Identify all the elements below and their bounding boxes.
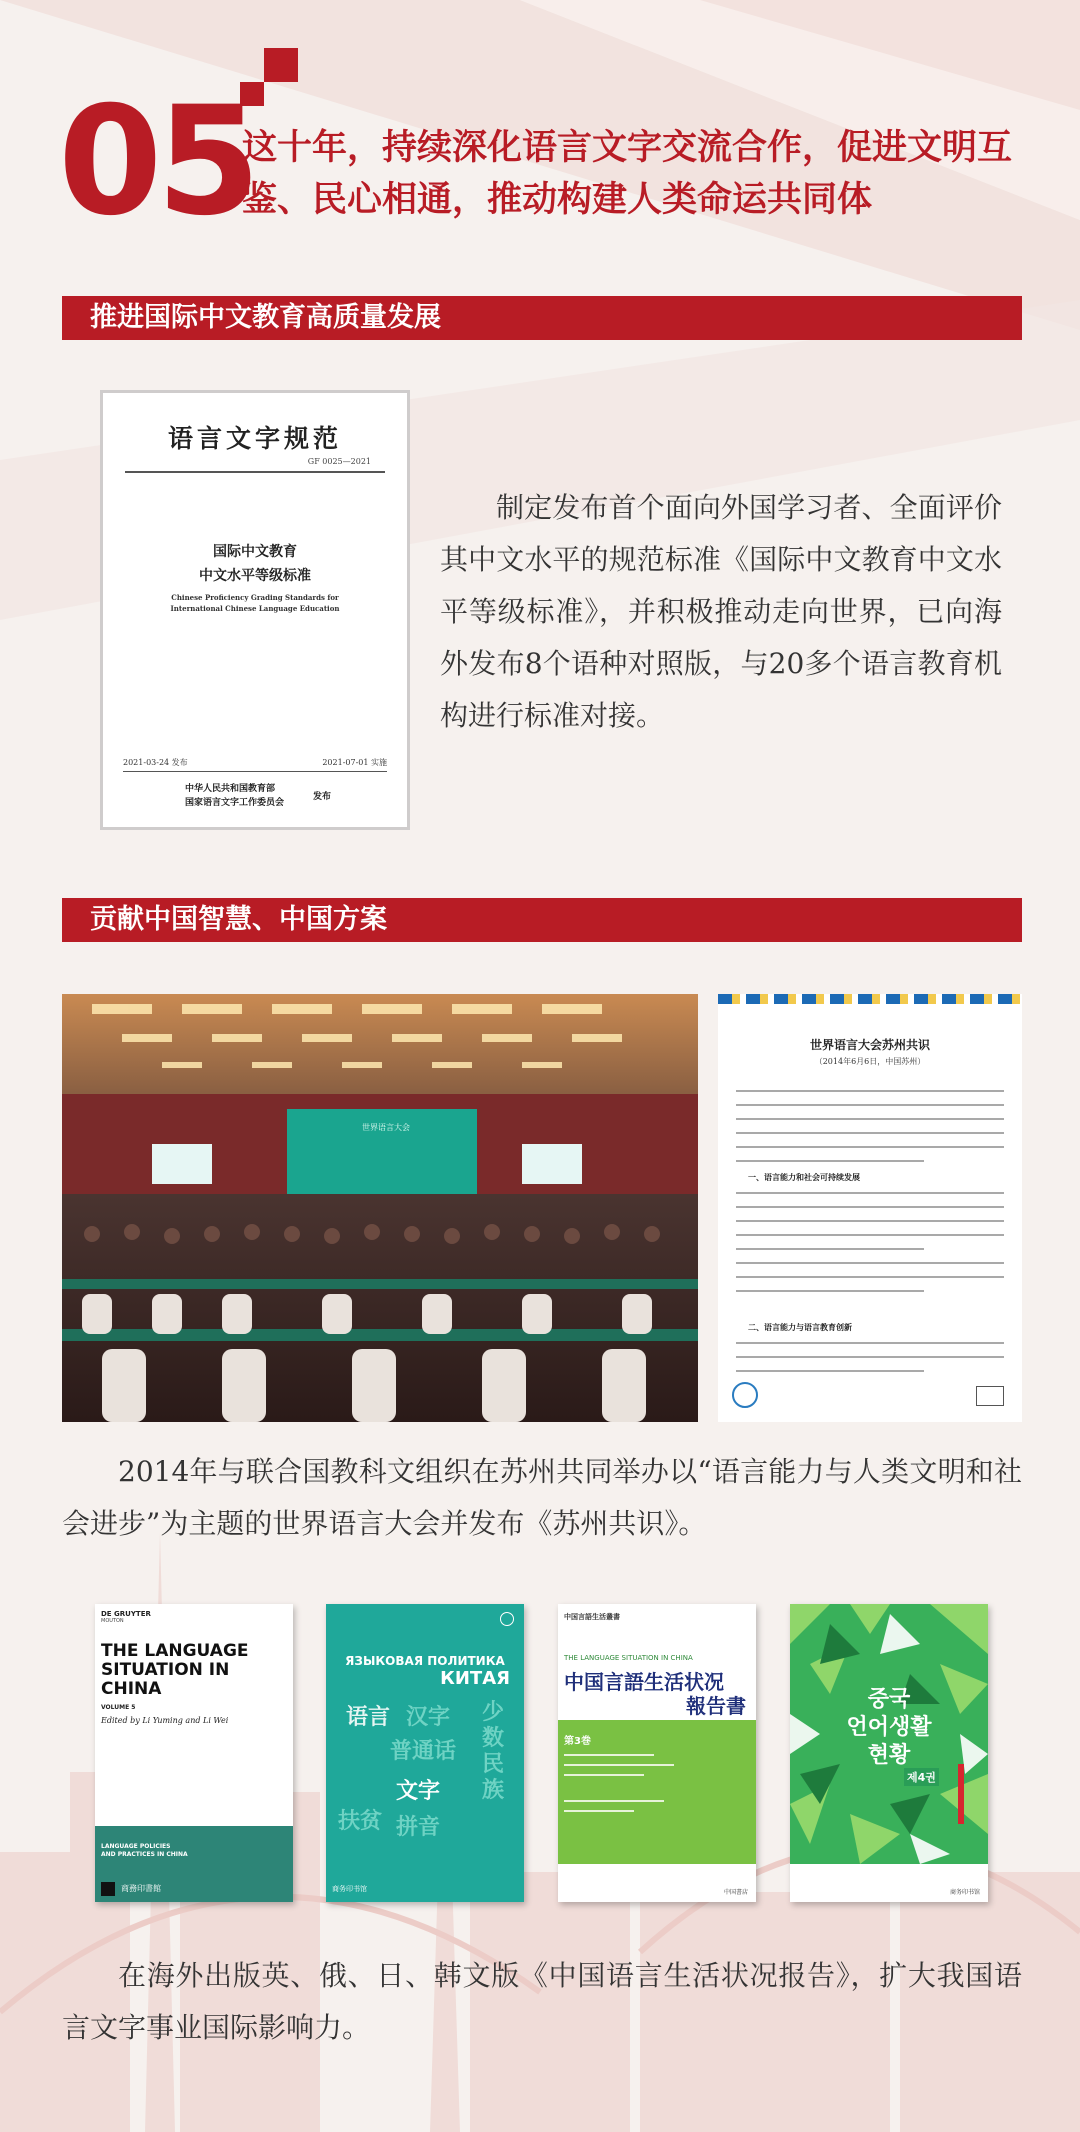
doc-effective-date: 2021-07-01 实施 xyxy=(322,758,387,767)
stage-screen-text: 世界语言大会 xyxy=(362,1123,410,1132)
doc-org-line1: 中华人民共和国教育部 xyxy=(185,784,276,794)
doc-publish-label: 发布 xyxy=(313,792,332,802)
doc-issue-date: 2021-03-24 发布 xyxy=(123,758,188,767)
book1-series-line2: AND PRACTICES IN CHINA xyxy=(101,1851,188,1858)
book4-publisher: 商务印书馆 xyxy=(949,1889,980,1896)
consensus-heading-2: 二、语言能力与语言教育创新 xyxy=(748,1322,852,1332)
book4-volume: 제4권 xyxy=(904,1768,939,1786)
doc-bottom-divider xyxy=(123,771,387,772)
section-number: 05 xyxy=(58,75,255,249)
doc-cn-title-line2: 中文水平等级标准 xyxy=(199,568,311,584)
book2-publisher-logo-icon xyxy=(500,1612,514,1626)
degruyter-logo-icon xyxy=(101,1882,115,1896)
book1-imprint: MOUTON xyxy=(101,1618,124,1624)
book1-editors: Edited by Li Yuming and Li Wei xyxy=(101,1716,229,1725)
header-accent-square xyxy=(264,48,298,82)
book4-title-line1: 중국 xyxy=(867,1687,911,1712)
wlc-logo-icon xyxy=(732,1382,758,1408)
book2-copublisher: 商务印书馆 xyxy=(332,1885,367,1893)
book-korean-edition xyxy=(790,1604,988,1902)
book2-title-line2: КИТАЯ xyxy=(440,1668,510,1689)
doc-org-line2: 国家语言文字工作委员会 xyxy=(185,798,285,808)
section2-paragraph: 2014年与联合国教科文组织在苏州共同举办以“语言能力与人类文明和社会进步”为主题的世界语言大会并发布《苏州共识》。 xyxy=(62,1455,1022,1540)
doc-en-title-line1: Chinese Proficiency Grading Standards for xyxy=(171,593,339,602)
book1-series-line1: LANGUAGE POLICIES xyxy=(101,1843,171,1850)
section-bar-international-education: 推进国际中文教育高质量发展 xyxy=(62,296,1022,340)
section-bar-china-wisdom: 贡献中国智慧、中国方案 xyxy=(62,898,1022,942)
book3-publisher: 中国書店 xyxy=(723,1889,748,1896)
page-title: 这十年，持续深化语言文字交流合作，促进文明互鉴、民心相通，推动构建人类命运共同体 xyxy=(242,128,1013,220)
book2-word-putonghua: 普通话 xyxy=(390,1739,457,1764)
doc-cn-title-line1: 国际中文教育 xyxy=(213,544,297,560)
consensus-body-text xyxy=(736,1078,1004,1162)
book2-word-pinyin: 拼音 xyxy=(396,1815,441,1840)
book1-title: THE LANGUAGE SITUATION IN CHINA xyxy=(101,1641,249,1699)
book2-word-fupin: 扶贫 xyxy=(338,1809,383,1834)
book-english-edition xyxy=(95,1604,293,1902)
book1-volume: VOLUME 5 xyxy=(101,1704,136,1711)
book3-title-line2: 報告書 xyxy=(686,1694,746,1718)
section1-paragraph: 制定发布首个面向外国学习者、全面评价其中文水平的规范标准《国际中文教育中文水平等级标准》，并积极推动走向世界，已向海外发布8个语种对照版，与20多个语言教育机构进行标准对接。 xyxy=(440,491,1002,732)
book3-title-line1: 中国言語生活状况 xyxy=(564,1670,724,1694)
standard-document-cover xyxy=(100,390,410,830)
book1-publisher: DE GRUYTER xyxy=(101,1610,151,1618)
doc-en-title-line2: International Chinese Language Education xyxy=(170,604,340,613)
consensus-subtitle: （2014年6月6日，中国苏州） xyxy=(814,1057,926,1066)
book3-series: 中国言語生活叢書 xyxy=(564,1613,620,1621)
book2-word-language: 语言 xyxy=(346,1705,391,1730)
book4-title-line3: 현황 xyxy=(867,1743,911,1768)
book-japanese-edition xyxy=(558,1604,756,1902)
book2-word-hanzi: 汉字 xyxy=(406,1705,451,1730)
unesco-logo-icon xyxy=(976,1386,1004,1406)
consensus-top-stripe xyxy=(718,994,1022,1004)
book1-copublisher: 商務印書館 xyxy=(121,1884,161,1893)
consensus-body-text-2 xyxy=(736,1180,1004,1292)
book-russian-edition xyxy=(326,1604,524,1902)
conference-photo xyxy=(62,994,698,1422)
book4-title-line2: 언어생활 xyxy=(846,1715,932,1740)
book2-word-minority: 少数民族 xyxy=(482,1700,505,1803)
books-paragraph: 在海外出版英、俄、日、韩文版《中国语言生活状况报告》，扩大我国语言文字事业国际影响力。 xyxy=(62,1959,1022,2044)
suzhou-consensus-document xyxy=(718,994,1022,1422)
book3-volume: 第3巻 xyxy=(564,1736,591,1747)
doc-title: 语言文字规范 xyxy=(167,424,342,453)
consensus-body-text-3 xyxy=(736,1330,1004,1372)
book3-bottom-band xyxy=(558,1864,756,1902)
book3-en-title: THE LANGUAGE SITUATION IN CHINA xyxy=(564,1654,693,1662)
book2-word-wenzi: 文字 xyxy=(396,1779,441,1804)
doc-code: GF 0025—2021 xyxy=(307,457,371,466)
doc-divider xyxy=(125,471,385,473)
book2-title-line1: ЯЗЫКОВАЯ ПОЛИТИКА xyxy=(345,1654,505,1668)
consensus-heading-1: 一、语言能力和社会可持续发展 xyxy=(748,1172,860,1182)
consensus-title: 世界语言大会苏州共识 xyxy=(809,1038,930,1052)
